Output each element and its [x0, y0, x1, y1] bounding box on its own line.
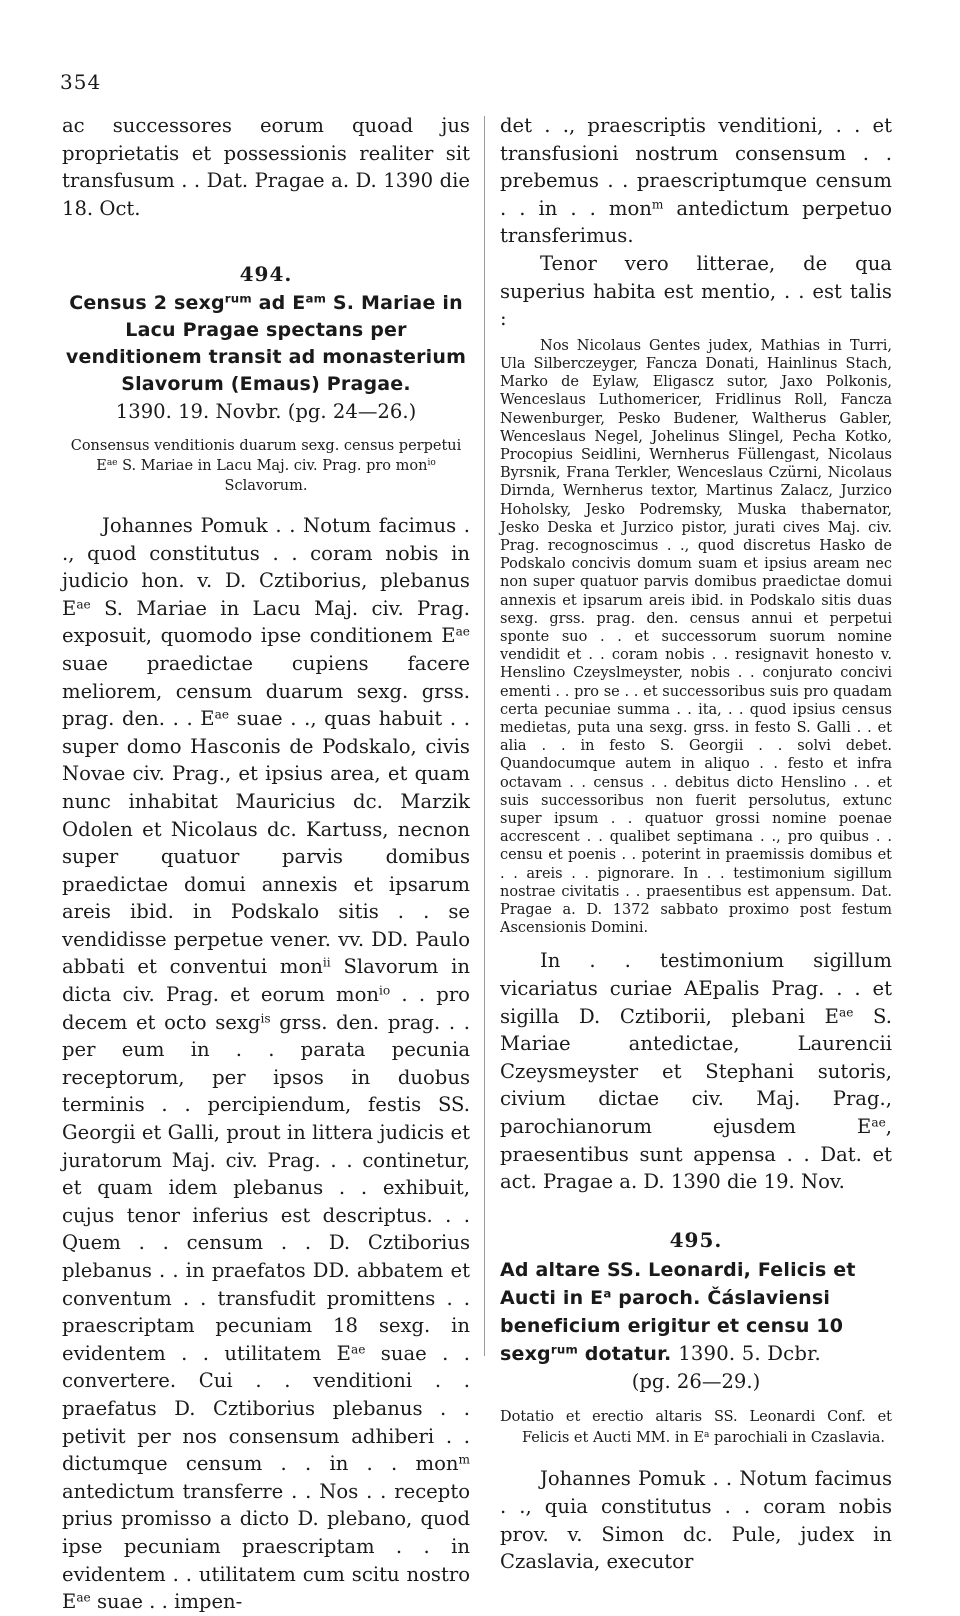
- document-number-494: 494.: [239, 262, 293, 287]
- continuation-text: ac successores eorum quoad jus proprietatis et possessionis realiter sit transfusum . . Dat. Pragae a. D. 1390 die 18. Oct.: [62, 114, 470, 220]
- tenor-line: Tenor vero litterae, de qua superius habita est mentio, . . est talis :: [500, 251, 892, 331]
- document-summary-494: Consensus venditionis duarum sexg. census perpetui $E^{ae}$ S. Mariae in Lacu Maj. civ. Prag. pro mon$^{io}$ Sclavorum.: [70, 437, 462, 494]
- document-number-495: 495.: [669, 1227, 723, 1252]
- right-column: [500, 112, 892, 1576]
- document-body-495: Johannes Pomuk . . Notum facimus . ., quia constitutus . . coram nobis prov. v. Simon dc. Pule, judex in Czaslavia, executor: [500, 1467, 892, 1574]
- inserted-charter-1372: Nos Nicolaus Gentes judex, Mathias in Turri, Ula Silberczeyger, Fancza Donati, Hainlinus Stach, Marko de Eylaw, Eligascz sutor, Jaxo Polkonis, Wenceslaus Luthomericer, Fridlinus Roll, Fancza Newenburger, Pesko Budener, Waltherus Gabler, Wenceslaus Negel, Johelinus Slingel, Pecha Kotko, Procopius Seidlini, Wernherus Füllengast, Nicolaus Byrsnik, Frana Terkler, Wenceslaus Czürni, Nicolaus Dirnda, Wernherus textor, Martinus Zalacz, Jurzico Hoholsky, Jesko Podremsky, Muska thabernator, Jesko Deska et Jurzico pistor, jurati cives Maj. civ. Prag. recognoscimus . ., quod discretus Hasko de Podskalo concivis domum suam et ipsius aream nec non super quatuor parvis domibus praedictae domui annexis et ipsarum areis ibid. in Podskalo sitis duas sexg. grss. prag. den. census annui et perpetui sponte suo . . et successorum suorum nomine vendidit et . . coram nobis . . resignavit honesto v. Henslino Czeyslmeyster, nobis . . conjurato concivi ementi . . pro se . . et successoribus suis pro quadam certa pecuniae summa . . ita, . . quod ipsius census medietas, puta una sexg. grss. in festo S. Galli . . et alia . . in festo S. Georgii . . solvi debet. Quandocumque autem in aliquo . . festo et infra octavam . . census . . debitus dicto Henslino . . et suis successoribus non fuerit persolutus, extunc super ipsum . . quatuor grossi nomine poenae accrescent . . qualibet septimana . ., pro quibus . . censu et poenis . . poterint in praemissis domibus et . . areis . . pignorare. In . . testimonium sigillum nostrae civitatis . . praesentibus est appensum. Dat. Pragae a. D. 1372 sabbato proximo post festum Ascensionis Domini.: [500, 337, 892, 937]
- document-date-495: 1390. 5. Dcbr.: [678, 1341, 821, 1365]
- document-body-494-continued: det . ., praescriptis venditioni, . . et transfusioni nostrum consensum . . prebemus . . praescriptumque censum . . in . . mon$^m$ antedictum perpetuo transferimus.: [500, 114, 893, 248]
- left-column: [62, 112, 470, 1616]
- document-date-494: 1390. 19. Novbr. (pg. 24—26.): [115, 400, 417, 424]
- page-number: 354: [60, 70, 102, 94]
- document-heading-495: Ad altare SS. Leonardi, Felicis et Aucti in $E^a$ paroch. Čáslaviensi beneficium erigitur et censu 10 sexg$^{rum}$ dotatur. 1390. 5. Dcbr.: [500, 1258, 856, 1365]
- column-divider: [484, 116, 485, 1356]
- document-heading-494: Census 2 sexg$^{rum}$ ad $E^{am}$ S. Mariae in Lacu Pragae spectans per venditionem transit ad monasterium Slavorum (Emaus) Pragae.: [65, 291, 467, 396]
- document-summary-495: Dotatio et erectio altaris SS. Leonardi Conf. et Felicis et Aucti MM. in $E^a$ parochiali in Czaslavia.: [500, 1409, 892, 1447]
- document-pages-495: (pg. 26—29.): [631, 1369, 761, 1393]
- document-body-494: Johannes Pomuk . . Notum facimus . ., quod constitutus . . coram nobis in judicio hon. v. D. Cztiborius, plebanus $E^{ae}$ S. Mariae in Lacu Maj. civ. Prag. exposuit, quomodo ipse conditionem $E^{ae}$ suae praedictae cupiens facere meliorem, censum duarum sexg. grss. prag. den. . . $E^{ae}$ suae . ., quas habuit . . super domo Hasconis de Podskalo, civis Novae civ. Prag., et ipsius area, et quam nunc inhabitat Mauricius dc. Marzik Odolen et Nicolaus dc. Kartuss, necnon super quatuor parvis domibus praedictae domui annexis et ipsarum areis ibid. in Podskalo sitis . . se vendidisse perpetue vener. vv. DD. Paulo abbati et conventui mon$^{ii}$ Slavorum in dicta civ. Prag. et eorum mon$^{io}$ . . pro decem et octo sexg$^{is}$ grss. den. prag. . . per eum in . . parata pecunia receptorum, per ipsos in duobus terminis . . percipiendum, festis SS. Georgii et Galli, prout in littera judicis et juratorum Maj. civ. Prag. . . continetur, et quam idem plebanus . . exhibuit, cujus tenor inferius est descriptus. . . Quem . . censum . . D. Cztiborius plebanus . . in praefatos DD. abbatem et conventum . . transfudit promittens . . praescriptam pecuniam 18 sexg. in evidentem . . utilitatem $E^{ae}$ suae . . convertere. Cui . . venditioni . . praefatus D. Cztiborius plebanus . . petivit per nos consensum adhiberi . . dictumque censum . . in . . mon$^m$ antedictum transferre . . Nos . . recepto prius promisso a dicto D. plebano, quod ipse pecuniam praescriptam . . in evidentem . . utilitatem cum scitu nostro $E^{ae}$ suae . . impen-: [62, 513, 470, 1614]
- closing-text-494: In . . testimonium sigillum vicariatus curiae AEpalis Prag. . . et sigilla D. Cztiborii, plebani $E^{ae}$ S. Mariae antedictae, Laurencii Czeysmeyster et Stephani sutoris, civium dictae civ. Maj. Prag., parochianorum ejusdem $E^{ae}$, praesentibus sunt appensa . . Dat. et act. Pragae a. D. 1390 die 19. Nov.: [500, 949, 892, 1194]
